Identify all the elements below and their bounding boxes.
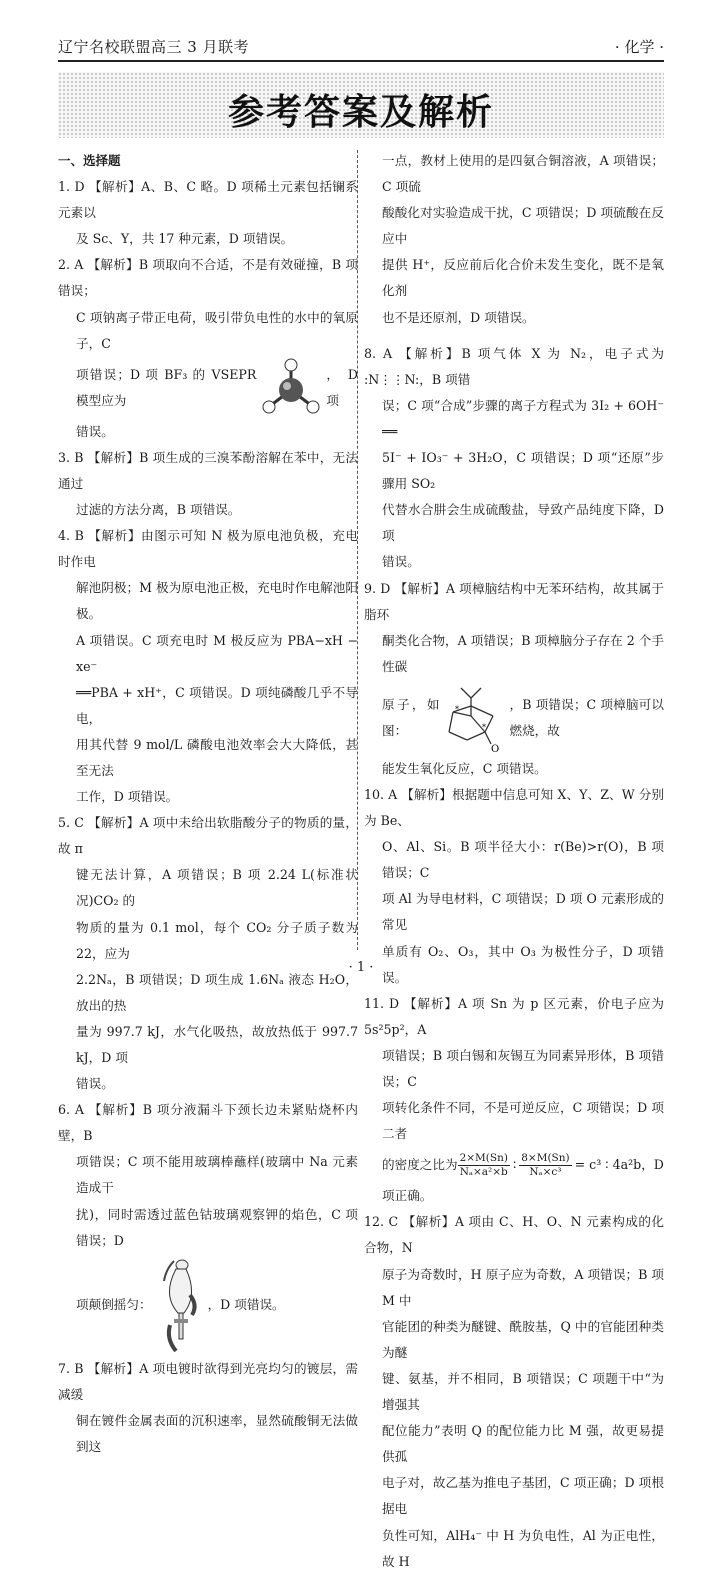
title-banner bbox=[58, 72, 664, 138]
line: 的密度之比为 bbox=[382, 1157, 458, 1173]
figure-row bbox=[364, 680, 664, 756]
line: 7. B 【解析】A 项电镀时欲得到光亮均匀的镀层，需减缓 bbox=[58, 1360, 358, 1402]
fraction-numerator: 2×M(Sn) bbox=[459, 1151, 508, 1164]
line: 9. D 【解析】A 项樟脑结构中无苯环结构，故其属于脂环 bbox=[364, 580, 664, 622]
answer-7-continued bbox=[364, 148, 664, 331]
line: 酮类化合物，A 项错误；B 项樟脑分子存在 2 个手性碳 bbox=[382, 632, 664, 674]
line: 代替水合肼会生成硫酸盐，导致产品纯度下降，D 项 bbox=[382, 502, 664, 544]
line: 项 Al 为导电材料，C 项错误；D 项 O 元素形成的常见 bbox=[382, 891, 664, 933]
answer-2 bbox=[58, 252, 358, 444]
line: 项颠倒摇匀： bbox=[76, 1296, 152, 1312]
line: 物质的量为 0.1 mol，每个 CO₂ 分子质子数为 22，应为 bbox=[76, 919, 358, 961]
line: 铜在镀件金属表面的沉积速率，显然硫酸铜无法做到这 bbox=[76, 1412, 358, 1455]
ratio-sign: ∶ bbox=[512, 1157, 517, 1173]
line: ，D 项错误。 bbox=[207, 1296, 285, 1312]
line: 负性可知，AlH₄⁻ 中 H 为负电性，Al 为正电性，故 H bbox=[382, 1527, 664, 1569]
line: 10. A 【解析】根据题中信息可知 X、Y、Z、W 分别为 Be、 bbox=[364, 786, 664, 829]
line: 6. A 【解析】B 项分液漏斗下颈长边未紧贴烧杯内壁，B bbox=[58, 1102, 358, 1144]
svg-text:*: * bbox=[482, 722, 487, 732]
answer-9 bbox=[364, 576, 664, 782]
line: ，B 项错误；C 项樟脑可以燃烧，故 bbox=[509, 696, 664, 738]
line: 键、氨基，并不相同，B 项错误；C 项题干中“为增强其 bbox=[382, 1370, 664, 1413]
line: 及 Sc、Y，共 17 种元素，D 项错误。 bbox=[76, 231, 294, 247]
line: 用其代替 9 mol/L 磷酸电池效率会大大降低，甚至无法 bbox=[76, 736, 358, 778]
line: 误；C 项“合成”步骤的离子方程式为 3I₂ + 6OH⁻ ══ bbox=[382, 397, 664, 439]
line: 官能团的种类为醚键、酰胺基，Q 中的官能团种类为醚 bbox=[382, 1318, 664, 1360]
line: = c³ ∶ 4a²b，D bbox=[574, 1157, 664, 1173]
line: 解池阴极；M 极为原电池正极，充电时作电解池阳极。 bbox=[76, 580, 358, 622]
line: 酸酸化对实验造成干扰，C 项错误；D 项硫酸在反应中 bbox=[382, 205, 664, 247]
line: 电子对，故乙基为推电子基团，C 项正确；D 项根据电 bbox=[382, 1475, 664, 1517]
line: 2. A 【解析】B 项取向不合适，不是有效碰撞，B 项错误； bbox=[58, 257, 358, 299]
left-column bbox=[58, 148, 358, 1460]
page-header bbox=[58, 32, 664, 62]
line: A 项错误。C 项充电时 M 极反应为 PBA−xH − xe⁻ bbox=[76, 632, 358, 674]
subject-label: · 化学 · bbox=[614, 38, 664, 56]
line: 1. D 【解析】A、B、C 略。D 项稀土元素包括镧系元素以 bbox=[58, 179, 358, 221]
line: 8. A 【解析】B 项气体 X 为 N₂，电子式为 :N⋮⋮N:，B 项错 bbox=[364, 345, 664, 387]
section-title: 一、选择题 bbox=[58, 153, 121, 168]
answer-6 bbox=[58, 1097, 358, 1356]
bf3-model-figure bbox=[256, 358, 326, 418]
line: 扰)，同时需透过蓝色钴玻璃观察钾的焰色，C 项错误；D bbox=[76, 1206, 358, 1248]
line: 项错误；D 项 BF₃ 的 VSEPR 模型应为 bbox=[76, 366, 257, 408]
line: 错误。 bbox=[76, 1076, 114, 1092]
camphor-structure-figure bbox=[439, 682, 509, 754]
fraction-denominator: Nₐ×c³ bbox=[529, 1165, 562, 1178]
line: 过滤的方法分离，B 项错误。 bbox=[76, 502, 241, 518]
line: 一点，教材上使用的是四氨合铜溶液，A 项错误；C 项硫 bbox=[382, 153, 664, 195]
answer-1 bbox=[58, 174, 358, 252]
line: 错误。 bbox=[382, 554, 420, 570]
separatory-funnel-figure bbox=[152, 1255, 208, 1355]
line: 项错误；C 项不能用玻璃棒蘸样(玻璃中 Na 元素造成干 bbox=[76, 1154, 358, 1196]
fraction-2 bbox=[519, 1152, 571, 1179]
line: 能发生氧化反应，C 项错误。 bbox=[382, 760, 547, 776]
answer-3 bbox=[58, 445, 358, 523]
fraction-1 bbox=[458, 1152, 510, 1179]
line: O、Al、Si。B 项半径大小：r(Be)>r(O)，B 项错误；C bbox=[382, 839, 664, 881]
line: ══PBA + xH⁺，C 项错误。D 项纯磷酸几乎不导电， bbox=[76, 684, 358, 726]
line: 项错误；B 项白锡和灰锡互为同素异形体，B 项错误；C bbox=[382, 1047, 664, 1089]
line: 12. C 【解析】A 项由 C、H、O、N 元素构成的化合物，N bbox=[364, 1214, 664, 1256]
answer-11 bbox=[364, 991, 664, 1210]
line: 3. B 【解析】B 项生成的三溴苯酚溶解在苯中，无法通过 bbox=[58, 449, 358, 491]
fraction-numerator: 8×M(Sn) bbox=[521, 1151, 570, 1164]
exam-title: 辽宁名校联盟高三 3 月联考 bbox=[58, 38, 250, 56]
line: C 项钠离子带正电荷，吸引带负电性的水中的氧原子，C bbox=[76, 309, 358, 351]
line: 5. C 【解析】A 项中未给出软脂酸分子的物质的量，故 π bbox=[58, 815, 358, 857]
line: 也不是还原剂，D 项错误。 bbox=[382, 309, 535, 325]
line: 量为 997.7 kJ，水气化吸热，故放热低于 997.7 kJ，D 项 bbox=[76, 1023, 358, 1065]
line: 项正确。 bbox=[382, 1188, 433, 1204]
answer-7 bbox=[58, 1356, 358, 1460]
line: 工作，D 项错误。 bbox=[76, 789, 179, 805]
answer-8 bbox=[364, 341, 664, 576]
line: 键无法计算，A 项错误；B 项 2.24 L(标准状况)CO₂ 的 bbox=[76, 867, 358, 909]
figure-row bbox=[58, 1254, 358, 1356]
line: 单质有 O₂、O₃，其中 O₃ 为极性分子，D 项错误。 bbox=[382, 943, 664, 985]
right-column bbox=[364, 148, 664, 1575]
line: 项转化条件不同，不是可逆反应，C 项错误；D 项二者 bbox=[382, 1100, 664, 1142]
line: 配位能力”表明 Q 的配位能力比 M 强，故更易提供孤 bbox=[382, 1423, 664, 1465]
page-number: · 1 · bbox=[348, 960, 374, 975]
density-ratio-line bbox=[364, 1147, 664, 1183]
line: 5I⁻ + IO₃⁻ + 3H₂O，C 项错误；D 项“还原”步骤用 SO₂ bbox=[382, 450, 664, 492]
figure-row bbox=[58, 357, 358, 419]
line: 错误。 bbox=[76, 423, 114, 439]
answer-4 bbox=[58, 523, 358, 810]
svg-text:*: * bbox=[455, 704, 460, 714]
line: 原子，如图： bbox=[382, 696, 440, 738]
answer-5 bbox=[58, 810, 358, 1097]
line: ，D 项 bbox=[326, 366, 358, 408]
line: 4. B 【解析】由图示可知 N 极为原电池负极，充电时作电 bbox=[58, 528, 358, 570]
fraction-denominator: Nₐ×a²×b bbox=[459, 1165, 508, 1178]
answer-12 bbox=[364, 1209, 664, 1574]
line: 原子为奇数时，H 原子应为奇数，A 项错误；B 项 M 中 bbox=[382, 1266, 664, 1308]
line: 2.2Nₐ，B 项错误；D 项生成 1.6Nₐ 液态 H₂O，放出的热 bbox=[76, 971, 358, 1013]
line: 提供 H⁺，反应前后化合价未发生变化，既不是氧化剂 bbox=[382, 257, 664, 299]
svg-text:O: O bbox=[491, 743, 500, 754]
line: 11. D 【解析】A 项 Sn 为 p 区元素，价电子应为 5s²5p²，A bbox=[364, 995, 664, 1037]
page-title: 参考答案及解析 bbox=[227, 92, 494, 133]
